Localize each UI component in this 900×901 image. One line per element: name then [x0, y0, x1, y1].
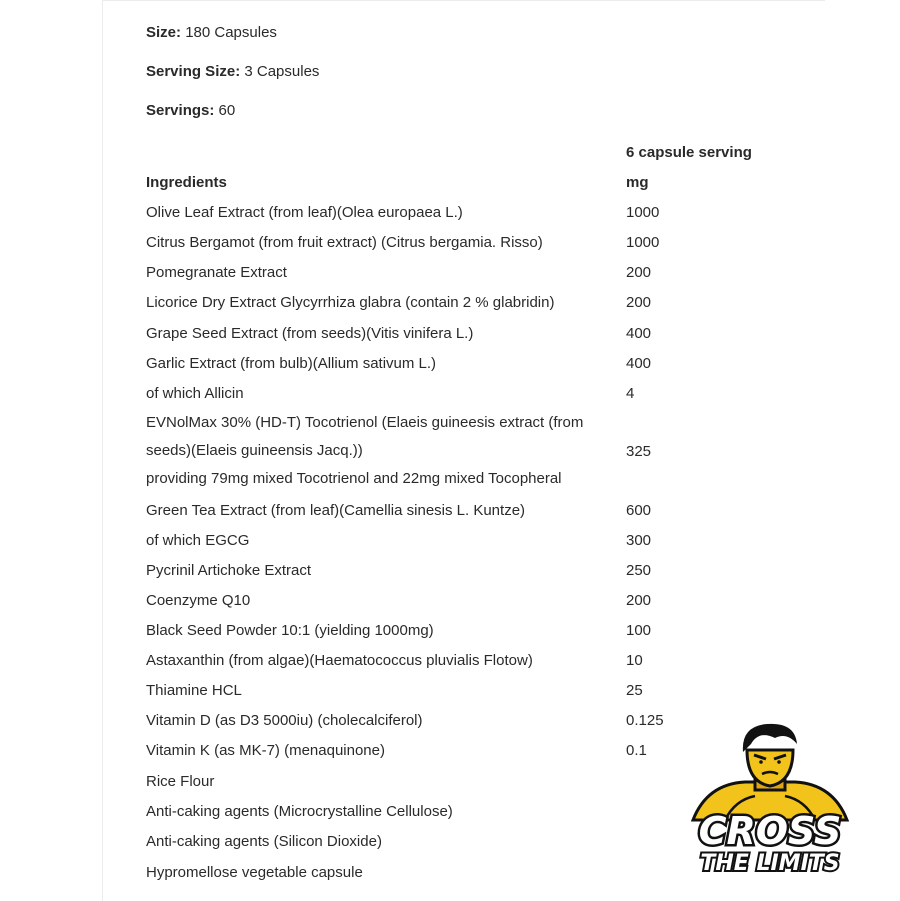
table-row — [146, 198, 766, 228]
ingredient-amount: 200 — [626, 264, 652, 281]
unit-column-header: mg — [626, 174, 649, 191]
table-row — [146, 379, 766, 409]
ingredient-name: of which EGCG — [146, 532, 250, 549]
ingredient-amount: 400 — [626, 325, 652, 342]
ingredient-name: Coenzyme Q10 — [146, 592, 251, 609]
size-value: 180 Capsules — [185, 24, 277, 41]
ingredient-name: Grape Seed Extract (from seeds)(Vitis vinifera L.) — [146, 325, 474, 342]
ingredient-name: Green Tea Extract (from leaf)(Camellia sinesis L. Kuntze) — [146, 502, 526, 519]
ingredient-name — [146, 409, 583, 493]
ingredient-amount: 4 — [626, 385, 635, 402]
ingredient-name: Garlic Extract (from bulb)(Allium sativum L.) — [146, 355, 437, 372]
ingredient-amount: 1000 — [626, 234, 660, 251]
ingredient-name: Vitamin D (as D3 5000iu) (cholecalciferol) — [146, 712, 423, 729]
ingredient-amount: 300 — [626, 532, 652, 549]
table-row — [146, 646, 766, 676]
ingredients-column-header: Ingredients — [146, 174, 227, 191]
ingredient-amount: 250 — [626, 562, 652, 579]
ingredient-name: Black Seed Powder 10:1 (yielding 1000mg) — [146, 622, 434, 639]
cross-the-limits-logo — [655, 722, 885, 882]
ingredient-name: Pomegranate Extract — [146, 264, 287, 281]
ingredient-amount: 400 — [626, 355, 652, 372]
servings-value: 60 — [218, 102, 236, 119]
ingredient-amount: 200 — [626, 294, 652, 311]
ingredient-name-line: providing 79mg mixed Tocotrienol and 22mg mixed Tocopheral — [146, 470, 562, 487]
ingredient-name-line: EVNolMax 30% (HD-T) Tocotrienol (Elaeis guineesis extract (from — [146, 414, 584, 431]
table-row — [146, 676, 766, 706]
ingredient-name: Citrus Bergamot (from fruit extract) (Citrus bergamia. Risso) — [146, 234, 543, 251]
ingredient-name: Anti-caking agents (Silicon Dioxide) — [146, 833, 382, 850]
ingredient-amount: 325 — [626, 443, 652, 460]
ingredient-name: Rice Flour — [146, 773, 215, 790]
table-row — [146, 526, 766, 556]
table-row — [146, 496, 766, 526]
strongman-mascot-icon — [693, 724, 847, 820]
ingredient-name: Olive Leaf Extract (from leaf)(Olea europaea L.) — [146, 204, 463, 221]
table-row — [146, 288, 766, 318]
serving-size-value: 3 Capsules — [244, 63, 320, 80]
ingredient-name: Astaxanthin (from algae)(Haematococcus pluvialis Flotow) — [146, 652, 533, 669]
ingredient-amount: 100 — [626, 622, 652, 639]
ingredient-name: Licorice Dry Extract Glycyrrhiza glabra (contain 2 % glabridin) — [146, 294, 555, 311]
ingredient-name: Anti-caking agents (Microcrystalline Cellulose) — [146, 803, 453, 820]
table-row — [146, 258, 766, 288]
ingredient-name: Vitamin K (as MK-7) (menaquinone) — [146, 742, 385, 759]
table-header — [146, 168, 766, 198]
servings-line — [146, 102, 235, 119]
table-row — [146, 228, 766, 258]
servings-label: Servings: — [146, 102, 215, 119]
serving-size-line — [146, 63, 319, 80]
serving-size-label: Serving Size: — [146, 63, 241, 80]
ingredient-amount: 25 — [626, 682, 643, 699]
table-row — [146, 319, 766, 349]
ingredient-name: Thiamine HCL — [146, 682, 242, 699]
ingredient-name: Hypromellose vegetable capsule — [146, 864, 363, 881]
ingredient-name: of which Allicin — [146, 385, 244, 402]
table-row — [146, 586, 766, 616]
ingredient-amount: 200 — [626, 592, 652, 609]
ingredient-amount: 0.1 — [626, 742, 647, 759]
ingredient-name-line: seeds)(Elaeis guineensis Jacq.)) — [146, 442, 363, 459]
table-header-serving — [146, 138, 766, 168]
ingredient-amount: 0.125 — [626, 712, 664, 729]
table-row — [146, 556, 766, 586]
size-label: Size: — [146, 24, 182, 41]
ingredient-name: Pycrinil Artichoke Extract — [146, 562, 312, 579]
ingredient-amount: 1000 — [626, 204, 660, 221]
logo-line-2: THE LIMITS — [700, 851, 840, 876]
ingredient-amount: 600 — [626, 502, 652, 519]
table-row — [146, 616, 766, 646]
size-line — [146, 24, 277, 41]
table-row — [146, 409, 766, 493]
logo-line-1: CROSS — [698, 809, 842, 853]
table-row — [146, 349, 766, 379]
ingredient-amount: 10 — [626, 652, 643, 669]
serving-column-header: 6 capsule serving — [626, 144, 752, 161]
